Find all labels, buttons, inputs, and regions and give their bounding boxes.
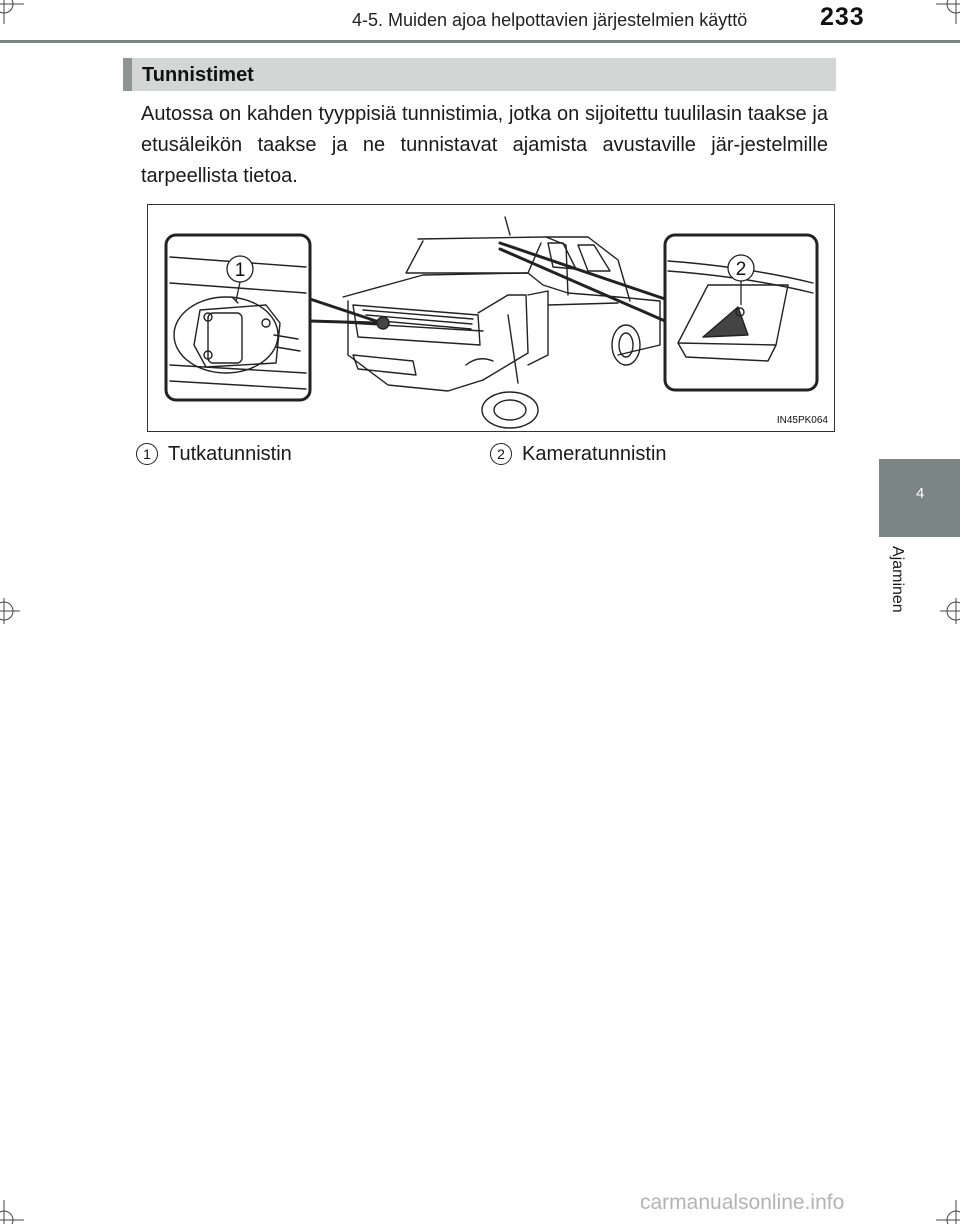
crop-mark-icon — [934, 1198, 960, 1224]
body-paragraph: Autossa on kahden tyyppisiä tunnistimia, jotka on sijoitettu tuulilasin taakse ja etusäleikön taakse ja ne tunnistavat ajamista avustaville jär-jestelmille tarpeellista tietoa. — [141, 103, 828, 187]
svg-text:1: 1 — [234, 260, 246, 281]
page-number: 233 — [820, 3, 865, 31]
callout-1 — [227, 256, 253, 282]
chapter-number: 4 — [916, 485, 925, 502]
header-rule — [0, 40, 960, 43]
running-header-title: 4-5. Muiden ajoa helpottavien järjestelmien käyttö — [352, 10, 748, 30]
legend-label: Tutkatunnistin — [168, 442, 292, 465]
legend-number-badge: 2 — [490, 443, 512, 465]
section-title: Tunnistimet — [142, 64, 254, 86]
truck-illustration — [148, 205, 836, 433]
figure-code: IN45PK064 — [776, 415, 828, 426]
legend-item-radar — [136, 441, 292, 467]
chapter-tab — [879, 459, 960, 537]
legend-label: Kameratunnistin — [522, 442, 667, 465]
crop-mark-icon — [0, 1198, 26, 1224]
svg-text:2: 2 — [735, 259, 747, 280]
section-heading-bar — [123, 58, 132, 91]
crop-mark-icon — [0, 598, 26, 624]
sensor-location-figure — [147, 204, 835, 432]
chapter-label: Ajaminen — [889, 546, 906, 613]
watermark: carmanualsonline.info — [640, 1191, 845, 1214]
crop-mark-icon — [0, 0, 26, 26]
crop-mark-icon — [934, 0, 960, 26]
callout-2 — [728, 255, 754, 281]
legend-item-camera — [490, 441, 667, 467]
legend-number-badge: 1 — [136, 443, 158, 465]
crop-mark-icon — [934, 598, 960, 624]
section-heading — [123, 58, 836, 91]
